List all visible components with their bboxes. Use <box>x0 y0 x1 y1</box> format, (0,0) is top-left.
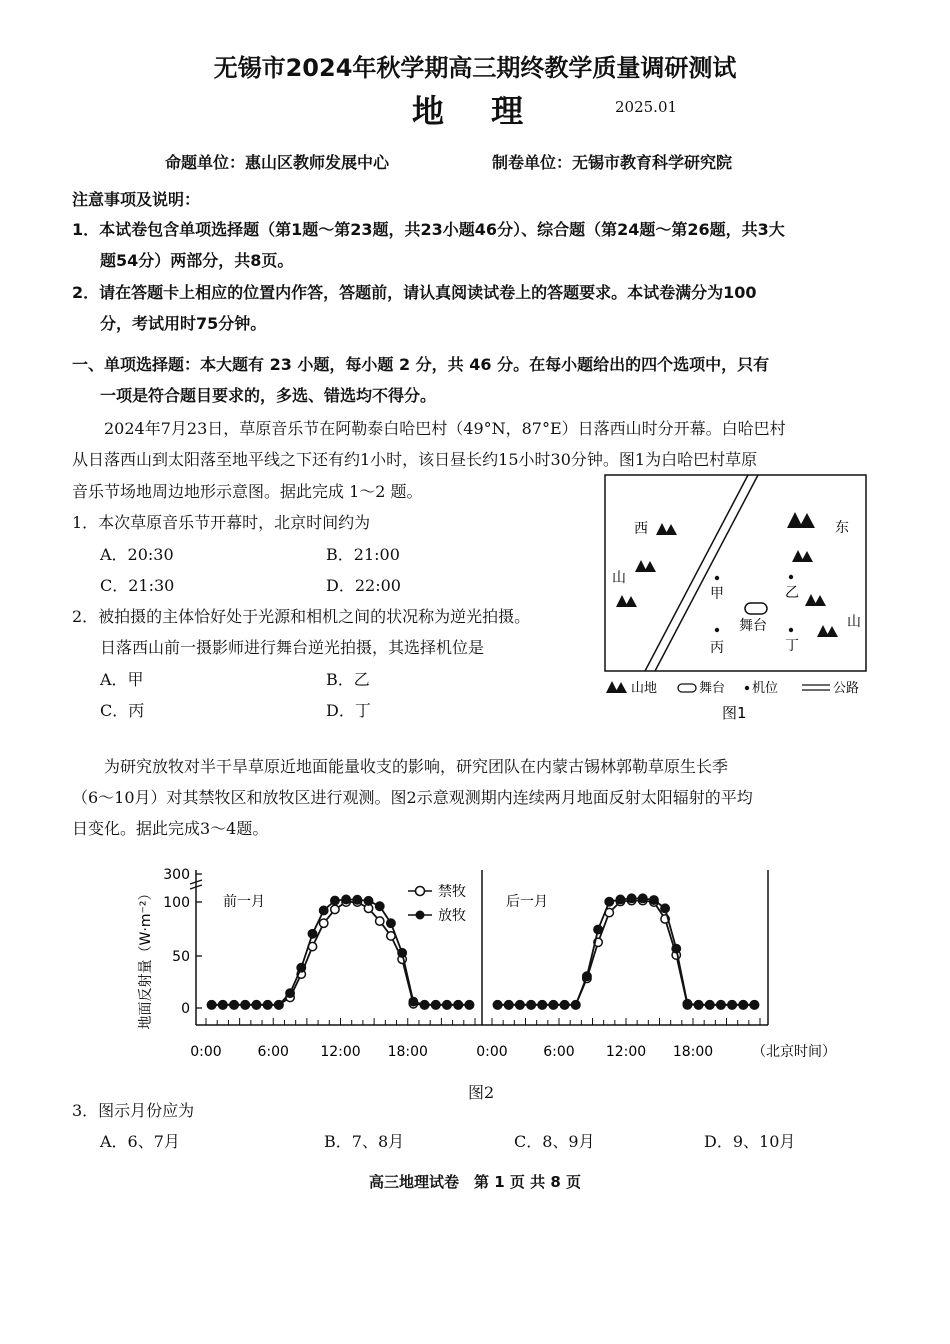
y-tick-label: 0 <box>181 1001 190 1017</box>
data-point-grazing <box>331 896 339 904</box>
legend-grazing-label: 放牧 <box>438 908 466 924</box>
road-line-1 <box>645 475 748 671</box>
data-point-grazing <box>706 1001 714 1009</box>
data-point-grazing <box>219 1001 227 1009</box>
position-jia-dot <box>715 576 719 580</box>
data-point-grazing <box>739 1001 747 1009</box>
data-point-grazing <box>364 897 372 905</box>
label-yi: 乙 <box>785 585 799 601</box>
data-point-grazing <box>527 1001 535 1009</box>
figure1-terrain-map <box>600 470 872 730</box>
data-point-grazing <box>432 1001 440 1009</box>
east-mountain-3 <box>805 594 826 606</box>
data-point-grazing <box>263 1001 271 1009</box>
panel2-label: 后一月 <box>506 894 548 910</box>
label-west-mountain: 山 <box>612 570 626 586</box>
q3-option-a[interactable]: A．6、7月 <box>100 1132 180 1151</box>
notes-heading: 注意事项及说明： <box>72 190 201 209</box>
figure2-caption: 图2 <box>468 1083 495 1102</box>
passage1-line1: 2024年7月23日，草原音乐节在阿勒泰白哈巴村（49°N，87°E）日落西山时分开幕。白哈巴村 <box>104 419 786 438</box>
q3-option-b[interactable]: B．7、8月 <box>324 1132 405 1151</box>
chart-xlabel: （北京时间） <box>752 1044 836 1060</box>
q2-stem-line2: 日落西山前一摄影师进行舞台逆光拍摄，其选择机位是 <box>100 638 485 657</box>
data-point-closed <box>331 905 339 913</box>
q1-option-a[interactable]: A．20:30 <box>100 545 174 564</box>
data-point-grazing <box>661 904 669 912</box>
data-point-grazing <box>583 972 591 980</box>
stage-shape <box>745 603 767 614</box>
data-point-grazing <box>454 1001 462 1009</box>
passage2-line3: 日变化。据此完成3～4题。 <box>72 819 269 838</box>
exam-date: 2025.01 <box>615 98 678 116</box>
q2-option-b[interactable]: B．乙 <box>326 670 370 689</box>
label-jia: 甲 <box>710 586 724 602</box>
passage2-line1: 为研究放牧对半干旱草原近地面能量收支的影响，研究团队在内蒙古锡林郭勒草原生长季 <box>104 757 729 776</box>
chart-ylabel: 地面反射量（W·m⁻²） <box>138 886 154 1030</box>
data-point-grazing <box>694 1001 702 1009</box>
data-point-grazing <box>286 989 294 997</box>
notes-item1-line1: 1．本试卷包含单项选择题（第1题～第23题，共23小题46分）、综合题（第24题～第26题，共3大 <box>72 220 785 239</box>
printing-unit: 制卷单位：无锡市教育科学研究院 <box>492 153 733 172</box>
data-point-grazing <box>560 1001 568 1009</box>
data-point-grazing <box>616 895 624 903</box>
data-point-grazing <box>252 1001 260 1009</box>
data-point-grazing <box>376 902 384 910</box>
legend-mountain-icon <box>606 681 627 693</box>
data-point-grazing <box>549 1001 557 1009</box>
data-point-grazing <box>683 1000 691 1008</box>
section1-heading-line1: 一、单项选择题：本大题有 23 小题，每小题 2 分，共 46 分。在每小题给出的四个选项中，只有 <box>72 355 770 374</box>
east-mountain-4 <box>817 625 838 637</box>
panel1-label: 前一月 <box>223 894 265 910</box>
data-point-grazing <box>409 997 417 1005</box>
east-mountain-1 <box>787 512 815 528</box>
data-point-grazing <box>493 1001 501 1009</box>
data-point-grazing <box>465 1001 473 1009</box>
data-point-closed <box>319 919 327 927</box>
data-point-grazing <box>538 1001 546 1009</box>
data-point-grazing <box>443 1001 451 1009</box>
passage1-line2: 从日落西山到太阳落至地平线之下还有约1小时，该日昼长约15小时30分钟。图1为白哈巴村草原 <box>72 450 758 469</box>
data-point-grazing <box>505 1001 513 1009</box>
x-tick-label: 6:00 <box>543 1044 575 1060</box>
data-point-closed <box>376 917 384 925</box>
west-mountain-3 <box>616 595 637 607</box>
q3-stem: 3．图示月份应为 <box>72 1101 195 1120</box>
x-tick-label: 6:00 <box>257 1044 289 1060</box>
q1-option-d[interactable]: D．22:00 <box>326 576 401 595</box>
x-tick-label: 0:00 <box>476 1044 508 1060</box>
q2-option-a[interactable]: A．甲 <box>100 670 144 689</box>
y-tick-label: 300 <box>163 867 190 883</box>
data-point-grazing <box>207 1001 215 1009</box>
data-point-grazing <box>516 1001 524 1009</box>
label-west: 西 <box>634 521 648 537</box>
legend-position-icon <box>745 686 749 690</box>
legend-road: 公路 <box>833 681 860 696</box>
position-yi-dot <box>789 575 793 579</box>
data-point-grazing <box>672 944 680 952</box>
data-point-grazing <box>241 1001 249 1009</box>
setting-unit: 命题单位：惠山区教师发展中心 <box>165 153 390 172</box>
west-mountain-1 <box>656 523 677 535</box>
notes-item2-line2: 分，考试用时75分钟。 <box>100 314 267 333</box>
legend-position: 机位 <box>752 681 779 696</box>
position-ding-dot <box>789 628 793 632</box>
data-point-grazing <box>420 1001 428 1009</box>
figure1-caption: 图1 <box>722 704 747 722</box>
data-point-grazing <box>275 1001 283 1009</box>
x-tick-label: 18:00 <box>387 1044 428 1060</box>
data-point-grazing <box>353 896 361 904</box>
series-line-closed <box>212 902 470 1005</box>
data-point-grazing <box>308 930 316 938</box>
figure2-chart <box>120 860 840 1110</box>
data-point-grazing <box>342 895 350 903</box>
data-point-grazing <box>572 1001 580 1009</box>
section1-heading-line2: 一项是符合题目要求的，多选、错选均不得分。 <box>100 386 437 405</box>
y-tick-label: 50 <box>172 949 190 965</box>
data-point-grazing <box>650 896 658 904</box>
series-line-closed <box>498 901 755 1005</box>
data-point-grazing <box>717 1001 725 1009</box>
x-tick-label: 0:00 <box>190 1044 222 1060</box>
legend-stage-icon <box>678 684 696 692</box>
data-point-grazing <box>398 949 406 957</box>
page-footer: 高三地理试卷 第 1 页 共 8 页 <box>369 1173 581 1191</box>
legend-closed-label: 禁牧 <box>438 884 466 900</box>
subject-title: 地 理 <box>412 92 542 130</box>
data-point-grazing <box>594 925 602 933</box>
label-east: 东 <box>835 520 849 536</box>
passage1-line3: 音乐节场地周边地形示意图。据此完成 1～2 题。 <box>72 482 423 501</box>
data-point-grazing <box>297 964 305 972</box>
q3-option-c[interactable]: C．8、9月 <box>514 1132 595 1151</box>
data-point-grazing <box>605 898 613 906</box>
label-bing: 丙 <box>710 640 724 656</box>
q2-option-d[interactable]: D．丁 <box>326 701 371 720</box>
map-frame <box>605 475 866 671</box>
notes-item2-line1: 2．请在答题卡上相应的位置内作答，答题前，请认真阅读试卷上的答题要求。本试卷满分为100 <box>72 283 757 302</box>
series-line-grazing <box>498 898 755 1004</box>
data-point-grazing <box>230 1001 238 1009</box>
legend-mountain: 山地 <box>631 681 658 696</box>
x-tick-label: 12:00 <box>320 1044 361 1060</box>
data-point-grazing <box>387 919 395 927</box>
q2-stem-line1: 2．被拍摄的主体恰好处于光源和相机之间的状况称为逆光拍摄。 <box>72 607 531 626</box>
data-point-grazing <box>750 1001 758 1009</box>
q3-option-d[interactable]: D．9、10月 <box>704 1132 796 1151</box>
data-point-grazing <box>639 894 647 902</box>
q1-stem: 1．本次草原音乐节开幕时，北京时间约为 <box>72 513 371 532</box>
exam-title: 无锡市2024年秋学期高三期终教学质量调研测试 <box>213 54 737 82</box>
position-bing-dot <box>715 628 719 632</box>
west-mountain-2 <box>635 560 656 572</box>
legend-closed-marker <box>416 887 425 896</box>
data-point-grazing <box>728 1001 736 1009</box>
q2-option-c[interactable]: C．丙 <box>100 701 145 720</box>
q1-option-b[interactable]: B．21:00 <box>326 545 400 564</box>
data-point-grazing <box>627 894 635 902</box>
label-east-mountain: 山 <box>847 614 861 630</box>
notes-item1-line2: 题54分）两部分，共8页。 <box>100 251 294 270</box>
legend-grazing-marker <box>416 911 425 920</box>
q1-option-c[interactable]: C．21:30 <box>100 576 175 595</box>
x-tick-label: 12:00 <box>605 1044 647 1060</box>
data-point-grazing <box>319 906 327 914</box>
label-ding: 丁 <box>785 638 799 654</box>
passage2-line2: （6～10月）对其禁牧区和放牧区进行观测。图2示意观测期内连续两月地面反射太阳辐射的平均 <box>72 788 753 807</box>
road-line-2 <box>655 475 758 671</box>
legend-stage: 舞台 <box>699 681 726 696</box>
x-tick-label: 18:00 <box>672 1044 714 1060</box>
label-stage: 舞台 <box>739 618 767 634</box>
east-mountain-2 <box>792 550 813 562</box>
y-tick-label: 100 <box>163 895 190 911</box>
